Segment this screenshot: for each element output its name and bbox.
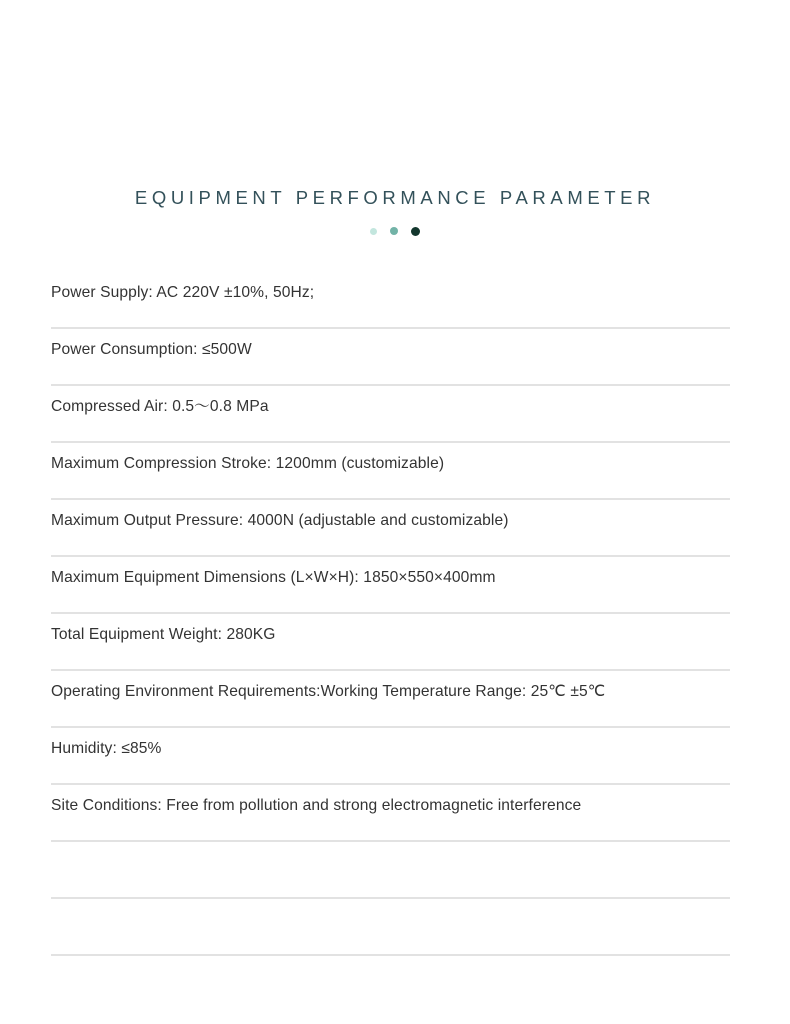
dot-medium-icon bbox=[390, 227, 398, 235]
spec-row-text: Operating Environment Requirements:Working Temperature Range: 25℃ ±5℃ bbox=[51, 683, 606, 700]
spec-row-text: Maximum Equipment Dimensions (L×W×H): 1850×550×400mm bbox=[51, 569, 496, 586]
spec-row bbox=[0, 671, 790, 728]
spec-row-text: Power Consumption: ≤500W bbox=[51, 341, 252, 358]
spec-row bbox=[0, 443, 790, 500]
spec-row-text: Power Supply: AC 220V ±10%, 50Hz; bbox=[51, 284, 315, 301]
dot-dark-icon bbox=[411, 227, 420, 236]
spec-row-text: Maximum Compression Stroke: 1200mm (customizable) bbox=[51, 455, 445, 472]
spec-row-divider bbox=[51, 954, 730, 956]
decorative-dots bbox=[0, 225, 790, 237]
spec-row-text: Maximum Output Pressure: 4000N (adjustable and customizable) bbox=[51, 512, 509, 529]
dot-light-icon bbox=[370, 228, 377, 235]
spec-row bbox=[0, 785, 790, 842]
page-header bbox=[0, 0, 790, 237]
spec-row bbox=[0, 272, 790, 329]
spec-row-text: Site Conditions: Free from pollution and strong electromagnetic interference bbox=[51, 797, 582, 814]
spec-row-text: Compressed Air: 0.5～0.8 MPa bbox=[51, 398, 269, 415]
spec-row bbox=[0, 329, 790, 386]
spec-row bbox=[0, 614, 790, 671]
specification-list bbox=[0, 272, 790, 956]
spec-row-text: Total Equipment Weight: 280KG bbox=[51, 626, 276, 643]
spec-row bbox=[0, 728, 790, 785]
spec-row-text: Humidity: ≤85% bbox=[51, 740, 162, 757]
spec-row bbox=[0, 842, 790, 899]
spec-row bbox=[0, 500, 790, 557]
spec-row bbox=[0, 386, 790, 443]
page-title: EQUIPMENT PERFORMANCE PARAMETER bbox=[134, 187, 656, 208]
spec-row bbox=[0, 899, 790, 956]
spec-row bbox=[0, 557, 790, 614]
